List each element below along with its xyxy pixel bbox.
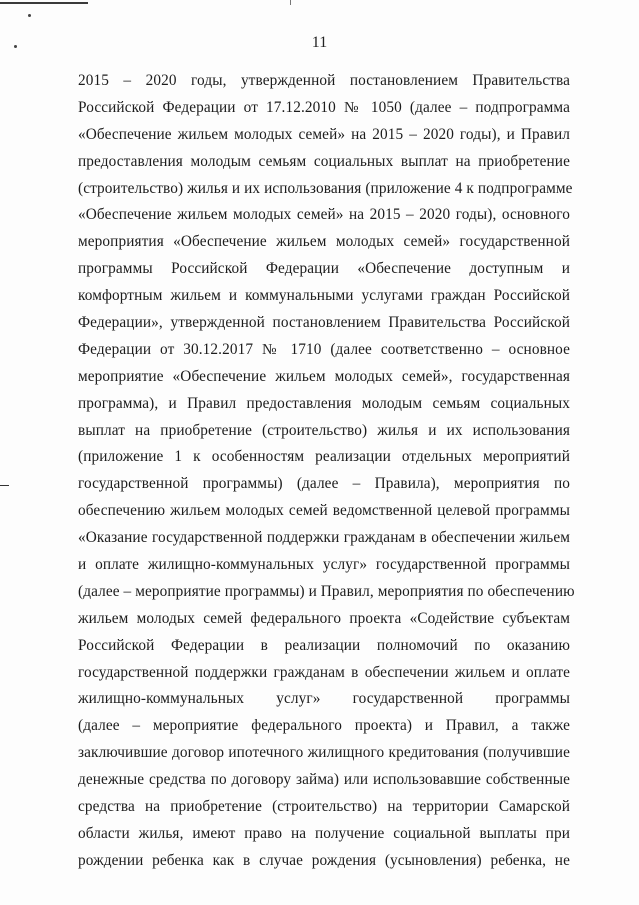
text-line: области жилья, имеют право на получение социальной выплаты при <box>78 824 570 842</box>
text-line: рождении ребенка как в случае рождения (усыновления) ребенка, не <box>78 851 570 869</box>
scan-artifact-line <box>0 2 88 4</box>
text-line: (приложение 1 к особенностям реализации отдельных мероприятий <box>78 448 570 466</box>
text-line: жильем молодых семей федерального проекта «Содействие субъектам <box>78 609 570 627</box>
text-line: выплат на приобретение (строительство) жилья и их использования <box>78 421 570 439</box>
text-line: государственной поддержки гражданам в обеспечении жильем и оплате <box>78 663 570 681</box>
text-line: предоставления молодым семьям социальных выплат на приобретение <box>78 152 570 170</box>
text-line: «Обеспечение жильем молодых семей» на 2015 – 2020 годы), основного <box>78 206 570 224</box>
text-line: «Оказание государственной поддержки гражданам в обеспечении жильем <box>78 529 570 547</box>
scan-artifact-dot <box>28 14 31 17</box>
text-line: мероприятия «Обеспечение жильем молодых семей» государственной <box>78 233 570 251</box>
text-line: «Обеспечение жильем молодых семей» на 2015 – 2020 годы), и Правил <box>78 125 570 143</box>
text-line: программы Российской Федерации «Обеспечение доступным и <box>78 260 570 278</box>
margin-mark <box>0 485 9 486</box>
page-number: 11 <box>311 34 328 51</box>
text-line: мероприятие «Обеспечение жильем молодых семей», государственная <box>78 367 570 385</box>
text-line: (строительство) жилья и их использования (приложение 4 к подпрограмме <box>78 179 573 197</box>
text-line: Федерации», утвержденной постановлением Правительства Российской <box>78 314 570 332</box>
text-line: Российской Федерации от 17.12.2010 № 1050 (далее – подпрограмма <box>78 98 570 116</box>
text-line: программа), и Правил предоставления молодым семьям социальных <box>78 394 570 412</box>
text-line: жилищно-коммунальных услуг» государственной программы <box>78 690 570 708</box>
text-line: денежные средства по договору займа) или использовавшие собственные <box>78 771 570 789</box>
text-line: заключившие договор ипотечного жилищного кредитования (получившие <box>78 744 570 762</box>
text-line: обеспечению жильем молодых семей ведомственной целевой программы <box>78 502 570 520</box>
text-line: комфортным жильем и коммунальными услугами граждан Российской <box>78 287 570 305</box>
text-line: (далее – мероприятие федерального проекта) и Правил, а также <box>78 717 570 735</box>
text-line: государственной программы) (далее – Правила), мероприятия по <box>78 475 570 493</box>
scan-artifact-tick <box>290 0 291 5</box>
text-line: средства на приобретение (строительство) на территории Самарской <box>78 798 570 816</box>
text-line: (далее – мероприятие программы) и Правил, мероприятия по обеспечению <box>78 582 575 600</box>
text-line: Российской Федерации в реализации полномочий по оказанию <box>78 636 570 654</box>
body-text <box>78 68 575 875</box>
text-line: и оплате жилищно-коммунальных услуг» государственной программы <box>78 556 570 574</box>
text-line: 2015 – 2020 годы, утвержденной постановлением Правительства <box>78 72 570 89</box>
text-line: Федерации от 30.12.2017 № 1710 (далее соответственно – основное <box>78 340 570 358</box>
